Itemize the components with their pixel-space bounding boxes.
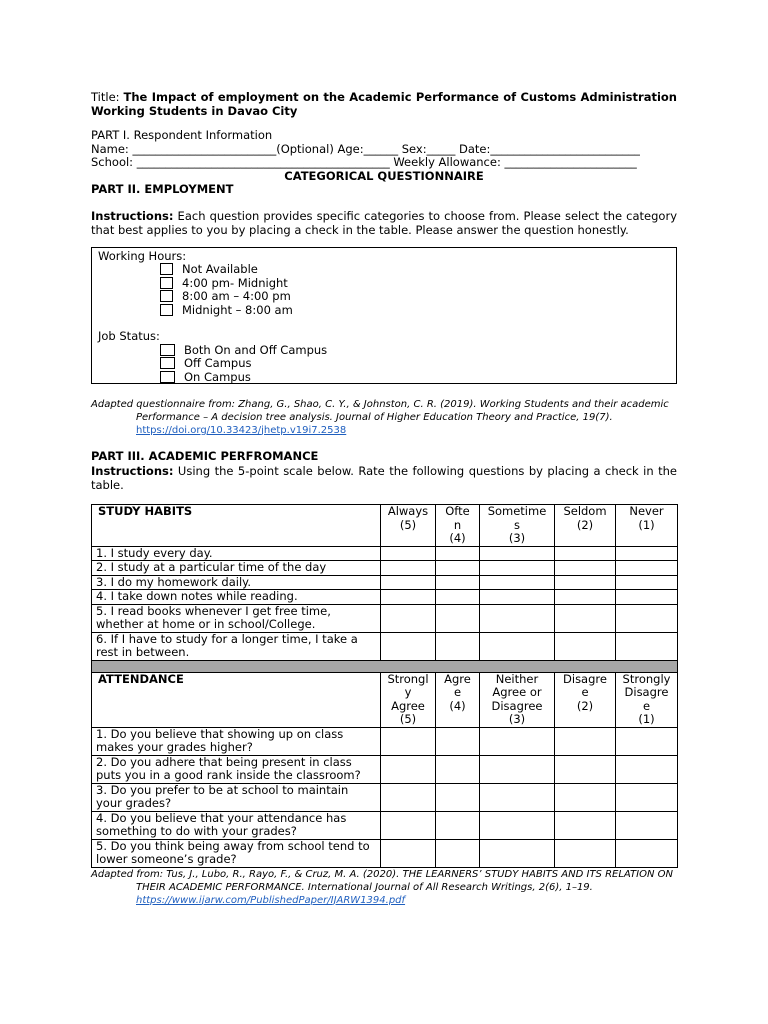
study-habits-header: [92, 505, 678, 547]
rating-cell[interactable]: [436, 811, 480, 839]
rating-cell[interactable]: [555, 783, 616, 811]
rating-cell[interactable]: [555, 561, 616, 576]
working-hours-option[interactable]: 8:00 am – 4:00 pm: [98, 290, 670, 304]
rating-cell[interactable]: [436, 755, 480, 783]
question-text: 3. I do my homework daily.: [92, 575, 381, 590]
header-line: (5): [399, 712, 417, 726]
rating-cell[interactable]: [555, 590, 616, 605]
rating-cell[interactable]: [616, 839, 678, 867]
working-hours-option[interactable]: Not Available: [98, 263, 670, 277]
scale-column-header: [480, 505, 555, 547]
rating-cell[interactable]: [616, 783, 678, 811]
table-row: [92, 783, 678, 811]
rating-cell[interactable]: [616, 590, 678, 605]
employment-box: [91, 247, 677, 384]
rating-cell[interactable]: [616, 604, 678, 632]
header-line: (2): [576, 698, 594, 713]
question-text: 1. Do you believe that showing up on class makes your grades higher?: [92, 727, 381, 755]
rating-cell[interactable]: [480, 783, 555, 811]
job-status-option[interactable]: Off Campus: [98, 357, 670, 371]
header-line: Strongl: [387, 671, 429, 686]
rating-cell[interactable]: [381, 575, 436, 590]
rating-cell[interactable]: [436, 575, 480, 590]
working-hours-option[interactable]: Midnight – 8:00 am: [98, 304, 670, 318]
rating-cell[interactable]: [616, 755, 678, 783]
header-line: Agree: [391, 698, 425, 713]
rating-cell[interactable]: [555, 811, 616, 839]
job-status-option[interactable]: On Campus: [98, 371, 670, 385]
part2-heading: PART II. EMPLOYMENT: [91, 182, 234, 196]
header-line: Agree or: [492, 685, 542, 699]
table-row: [92, 575, 678, 590]
header-line: e: [581, 685, 589, 699]
rating-cell[interactable]: [480, 632, 555, 660]
title-text: The Impact of employment on the Academic Performance of Customs Administration Working Students in Davao City: [91, 90, 677, 118]
citation-1-text2: Performance – A decision tree analysis. Journal of Higher Education Theory and Practice, 19(7).: [136, 411, 613, 423]
rating-cell[interactable]: [480, 727, 555, 755]
rating-cell[interactable]: [480, 755, 555, 783]
question-text: 2. Do you adhere that being present in class puts you in a good rank inside the classroom?: [92, 755, 381, 783]
checkbox[interactable]: [160, 277, 173, 289]
section-divider: [92, 660, 678, 672]
question-text: 6. If I have to study for a longer time, I take a rest in between.: [92, 632, 381, 660]
attendance-header: [92, 672, 678, 727]
citation-2: [91, 868, 677, 907]
header-line: (1): [638, 517, 655, 532]
rating-cell[interactable]: [616, 811, 678, 839]
scale-column-header: [436, 672, 480, 727]
table-row: [92, 727, 678, 755]
header-line: Sometime: [487, 504, 547, 518]
part2-instructions: [91, 209, 677, 237]
citation-2-text: Adapted from: Tus, J., Lubo, R., Rayo, F., & Cruz, M. A. (2020). THE LEARNERS’ STUDY HABITS AND ITS RELATION ON: [91, 868, 673, 880]
rating-cell[interactable]: [436, 839, 480, 867]
question-text: 5. Do you think being away from school tend to lower someone’s grade?: [92, 839, 381, 867]
divider-cell: [92, 660, 678, 672]
header-line: y: [404, 685, 412, 699]
rating-cell[interactable]: [480, 604, 555, 632]
scale-column-header: [381, 672, 436, 727]
rating-cell[interactable]: [436, 632, 480, 660]
scale-column-header: [555, 505, 616, 547]
scale-column-header: [480, 672, 555, 727]
categorical-heading: CATEGORICAL QUESTIONNAIRE: [284, 168, 484, 183]
rating-cell[interactable]: [436, 590, 480, 605]
table-row: [92, 590, 678, 605]
scale-column-header: [616, 505, 678, 547]
checkbox[interactable]: [160, 263, 173, 275]
job-status-option[interactable]: Both On and Off Campus: [98, 344, 670, 358]
rating-cell[interactable]: [480, 546, 555, 561]
rating-cell[interactable]: [616, 575, 678, 590]
header-line: n: [453, 517, 462, 532]
part1-section: [91, 129, 677, 183]
rating-cell[interactable]: [616, 546, 678, 561]
rating-cell[interactable]: [555, 604, 616, 632]
header-line: Never: [629, 504, 664, 518]
header-line: Always: [387, 504, 429, 518]
instructions-text: Using the 5-point scale below. Rate the following questions by placing a check in the table.: [91, 464, 677, 492]
header-line: (3): [508, 712, 526, 726]
rating-cell[interactable]: [436, 604, 480, 632]
rating-table: [91, 504, 678, 868]
instructions-label: Instructions:: [91, 208, 174, 223]
question-text: 3. Do you prefer to be at school to maintain your grades?: [92, 783, 381, 811]
scale-column-header: [555, 672, 616, 727]
working-hours-label: Working Hours:: [98, 248, 187, 263]
rating-cell[interactable]: [555, 839, 616, 867]
header-line: e: [453, 685, 462, 699]
instructions-text: Each question provides specific categories to choose from. Please select the category that best applies to you by placing a check in the table. Please answer the question honestly.: [91, 208, 677, 237]
question-text: 4. Do you believe that your attendance has something to do with your grades?: [92, 811, 381, 839]
rating-cell[interactable]: [616, 727, 678, 755]
job-status-label: Job Status:: [98, 329, 160, 343]
header-line: e: [642, 698, 651, 713]
rating-cell[interactable]: [555, 632, 616, 660]
rating-cell[interactable]: [616, 561, 678, 576]
part3-heading: PART III. ACADEMIC PERFROMANCE: [91, 448, 319, 463]
working-hours-option[interactable]: 4:00 pm- Midnight: [98, 277, 670, 291]
rating-cell[interactable]: [381, 755, 436, 783]
table-row: [92, 632, 678, 660]
rating-cell[interactable]: [480, 811, 555, 839]
rating-cell[interactable]: [381, 590, 436, 605]
rating-cell[interactable]: [381, 561, 436, 576]
rating-cell[interactable]: [381, 604, 436, 632]
header-line: (2): [576, 517, 594, 532]
rating-cell[interactable]: [381, 632, 436, 660]
rating-cell[interactable]: [480, 590, 555, 605]
header-line: Seldom: [563, 504, 607, 518]
rating-cell[interactable]: [381, 783, 436, 811]
rating-cell[interactable]: [436, 783, 480, 811]
citation-2-link[interactable]: https://www.ijarw.com/PublishedPaper/IJARW1394.pdf: [136, 894, 406, 906]
rating-cell[interactable]: [480, 575, 555, 590]
rating-cell[interactable]: [555, 575, 616, 590]
citation-1-text: Adapted questionnaire from: Zhang, G., Shao, C. Y., & Johnston, C. R. (2019). Working Students and their academic: [91, 398, 669, 410]
checkbox[interactable]: [160, 357, 175, 369]
question-text: 4. I take down notes while reading.: [92, 590, 381, 605]
rating-cell[interactable]: [436, 727, 480, 755]
part3-instructions: [91, 465, 677, 492]
header-line: (4): [449, 698, 466, 713]
question-text: 1. I study every day.: [92, 546, 381, 561]
title-prefix: Title:: [91, 90, 124, 104]
rating-cell[interactable]: [480, 839, 555, 867]
question-text: 5. I read books whenever I get free time, whether at home or in school/College.: [92, 604, 381, 632]
rating-cell[interactable]: [381, 811, 436, 839]
table-row: [92, 604, 678, 632]
scale-column-header: [381, 505, 436, 547]
header-line: Neither: [495, 671, 539, 686]
rating-cell[interactable]: [381, 839, 436, 867]
checkbox[interactable]: [160, 344, 175, 356]
document-title: [91, 91, 677, 118]
header-line: (3): [508, 531, 526, 545]
citation-2-text2: THEIR ACADEMIC PERFORMANCE. International Journal of All Research Writings, 2(6), 1–19.: [136, 881, 593, 893]
table-row: [92, 839, 678, 867]
rating-cell[interactable]: [555, 755, 616, 783]
header-line: (5): [399, 517, 417, 532]
instructions-label: Instructions:: [91, 464, 174, 478]
attendance-header-label: ATTENDANCE: [92, 672, 381, 727]
table-row: [92, 546, 678, 561]
checkbox[interactable]: [160, 290, 173, 302]
question-text: 2. I study at a particular time of the day: [92, 561, 381, 576]
header-line: Ofte: [445, 504, 470, 518]
header-line: (1): [638, 712, 655, 726]
header-line: Disagree: [491, 698, 543, 713]
table-row: [92, 755, 678, 783]
table-row: [92, 561, 678, 576]
study-habits-header-label: STUDY HABITS: [92, 505, 381, 547]
header-line: Disagre: [624, 685, 669, 699]
rating-cell[interactable]: [436, 546, 480, 561]
questionnaire-page: [91, 91, 677, 907]
checkbox[interactable]: [160, 304, 173, 316]
header-line: s: [514, 517, 520, 532]
name-line: Name: _________________________(Optional) Age:______ Sex:_____ Date:__________________________: [91, 141, 640, 156]
table-row: [92, 811, 678, 839]
rating-cell[interactable]: [381, 546, 436, 561]
scale-column-header: [436, 505, 480, 547]
checkbox[interactable]: [160, 371, 175, 383]
rating-cell[interactable]: [555, 727, 616, 755]
rating-cell[interactable]: [616, 632, 678, 660]
rating-cell[interactable]: [436, 561, 480, 576]
header-line: Agre: [444, 671, 471, 686]
school-line: School: ____________________________________________ Weekly Allowance: _______________________: [91, 155, 637, 169]
scale-column-header: [616, 672, 678, 727]
citation-1-link[interactable]: https://doi.org/10.33423/jhetp.v19i7.2538: [136, 424, 347, 436]
header-line: (4): [449, 531, 466, 545]
rating-cell[interactable]: [381, 727, 436, 755]
rating-cell[interactable]: [555, 546, 616, 561]
citation-1: [91, 398, 677, 437]
rating-cell[interactable]: [480, 561, 555, 576]
header-line: Disagre: [563, 671, 607, 686]
part1-heading: PART I. Respondent Information: [91, 128, 273, 142]
header-line: Strongly: [622, 671, 671, 686]
